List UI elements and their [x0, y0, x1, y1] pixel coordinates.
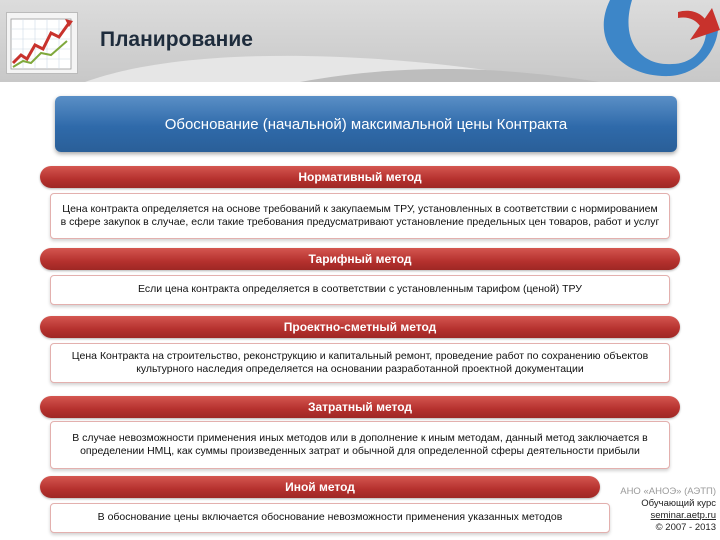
footer-course: Обучающий курс [641, 498, 716, 509]
brand-swoosh-icon [580, 0, 720, 82]
footer-years: © 2007 - 2013 [655, 522, 716, 533]
method-description-design-estimate: Цена Контракта на строительство, реконструкцию и капитальный ремонт, проведение работ по сохранению объектов культурного наследия определяется на основании разработанной проектной документации [50, 343, 670, 383]
footer-org: АНО «АНОЭ» (АЭТП) [620, 486, 716, 497]
footer-credits [620, 486, 716, 534]
method-title-normative: Нормативный метод [40, 166, 680, 188]
method-title-tariff: Тарифный метод [40, 248, 680, 270]
method-description-tariff: Если цена контракта определяется в соответствии с установленным тарифом (ценой) ТРУ [50, 275, 670, 305]
main-banner: Обоснование (начальной) максимальной цены Контракта [55, 96, 677, 152]
page-title: Планирование [100, 28, 253, 51]
method-description-other: В обоснование цены включается обоснование невозможности применения указанных методов [50, 503, 610, 533]
method-title-design-estimate: Проектно-сметный метод [40, 316, 680, 338]
method-description-normative: Цена контракта определяется на основе требований к закупаемым ТРУ, установленных в соответствии с нормированием в сфере закупок в случае, если такие требования предусматривают установление предельных цен товаров, работ и услуг [50, 193, 670, 239]
growth-chart-icon [6, 12, 78, 74]
method-title-cost: Затратный метод [40, 396, 680, 418]
method-title-other: Иной метод [40, 476, 600, 498]
footer-site-link[interactable]: seminar.aetp.ru [650, 510, 716, 521]
method-description-cost: В случае невозможности применения иных методов или в дополнение к иным методам, данный метод заключается в определении НМЦ, как суммы произведенных затрат и обычной для определенной сферы деятельности прибыли [50, 421, 670, 469]
